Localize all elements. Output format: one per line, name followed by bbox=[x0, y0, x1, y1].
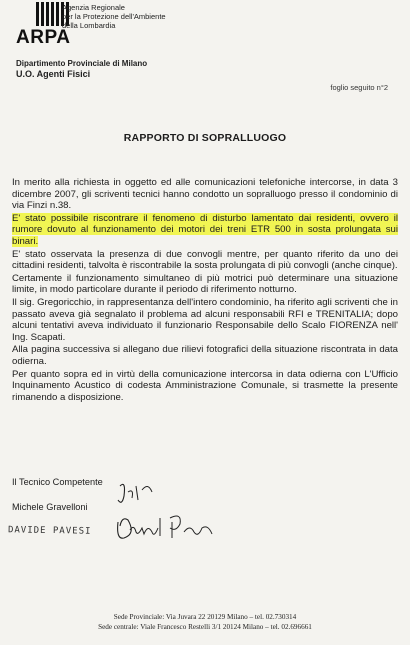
signature-role: Il Tecnico Competente bbox=[12, 477, 103, 487]
paragraph-intro: In merito alla richiesta in oggetto ed alle comunicazioni telefoniche intercorse, in data 3 dicembre 2007, gli scriventi tecnici hanno condotto un sopralluogo presso il condominio di via Finzi n.38. bbox=[12, 177, 398, 212]
handwritten-name: DAVIDE PAVESI bbox=[7, 525, 92, 537]
paragraph-conclusion: Certamente il funzionamento simultaneo di più motrici può determinare una situazione limite, in modo particolare durante il periodo di riferimento notturno. bbox=[12, 272, 398, 296]
footer bbox=[0, 612, 410, 632]
paragraph-attachments: Alla pagina successiva si allegano due rilievi fotografici della situazione riscontrata in data odierna. bbox=[12, 344, 398, 367]
report-body bbox=[12, 177, 398, 404]
agency-line: Agenzia Regionale bbox=[62, 3, 125, 12]
highlighted-text: E' stato possibile riscontrare il fenomeno di disturbo lamentato dai residenti, ovvero il rumore dovuto al funzionamento dei motori dei treni ETR 500 in sosta prolungata sui binari. bbox=[12, 212, 398, 247]
handwritten-signature-icon bbox=[112, 478, 222, 548]
department-name: Dipartimento Provinciale di Milano bbox=[16, 59, 148, 68]
footer-line: Sede Provinciale: Via Juvara 22 20129 Milano – tel. 02.730314 bbox=[113, 613, 297, 621]
signatory-name: Michele Gravelloni bbox=[12, 502, 88, 512]
paragraph-highlighted bbox=[12, 213, 398, 248]
report-title: RAPPORTO DI SOPRALLUOGO bbox=[123, 132, 287, 144]
unit-name: U.O. Agenti Fisici bbox=[16, 69, 91, 79]
paragraph-closing: Per quanto sopra ed in virtù della comunicazione intercorsa in data odierna con L'Ufficio Inquinamento Acustico di codesta Amministrazione Comunale, si trasmette la presente rimanendo a disposizione. bbox=[12, 368, 398, 403]
agency-name bbox=[62, 3, 166, 30]
sheet-reference: foglio seguito n°2 bbox=[330, 83, 388, 92]
paragraph-observation: E' stato osservata la presenza di due convogli mentre, per quanto riferito da uno dei cittadini residenti, talvolta è riscontrabile la sosta prolungata di più convogli (anche cinque). bbox=[12, 248, 398, 272]
department-block bbox=[16, 58, 147, 80]
logo-brand: ARPA bbox=[16, 27, 71, 48]
agency-line: della Lombardia bbox=[62, 21, 116, 30]
agency-line: per la Protezione dell'Ambiente bbox=[62, 12, 166, 21]
paragraph-residents: Il sig. Gregoricchio, in rappresentanza dell'intero condominio, ha riferito agli scriventi che in passato aveva già segnalato il problema ad alcuni responsabili RFI e TRENITALIA; dopo alcuni tentativi aveva individuato il funzionario Responsabile dello Scalo FIORENZA nell' Ing. Scapati. bbox=[12, 296, 398, 343]
footer-line: Sede centrale: Viale Francesco Restelli 3/1 20124 Milano – tel. 02.696661 bbox=[98, 623, 312, 631]
